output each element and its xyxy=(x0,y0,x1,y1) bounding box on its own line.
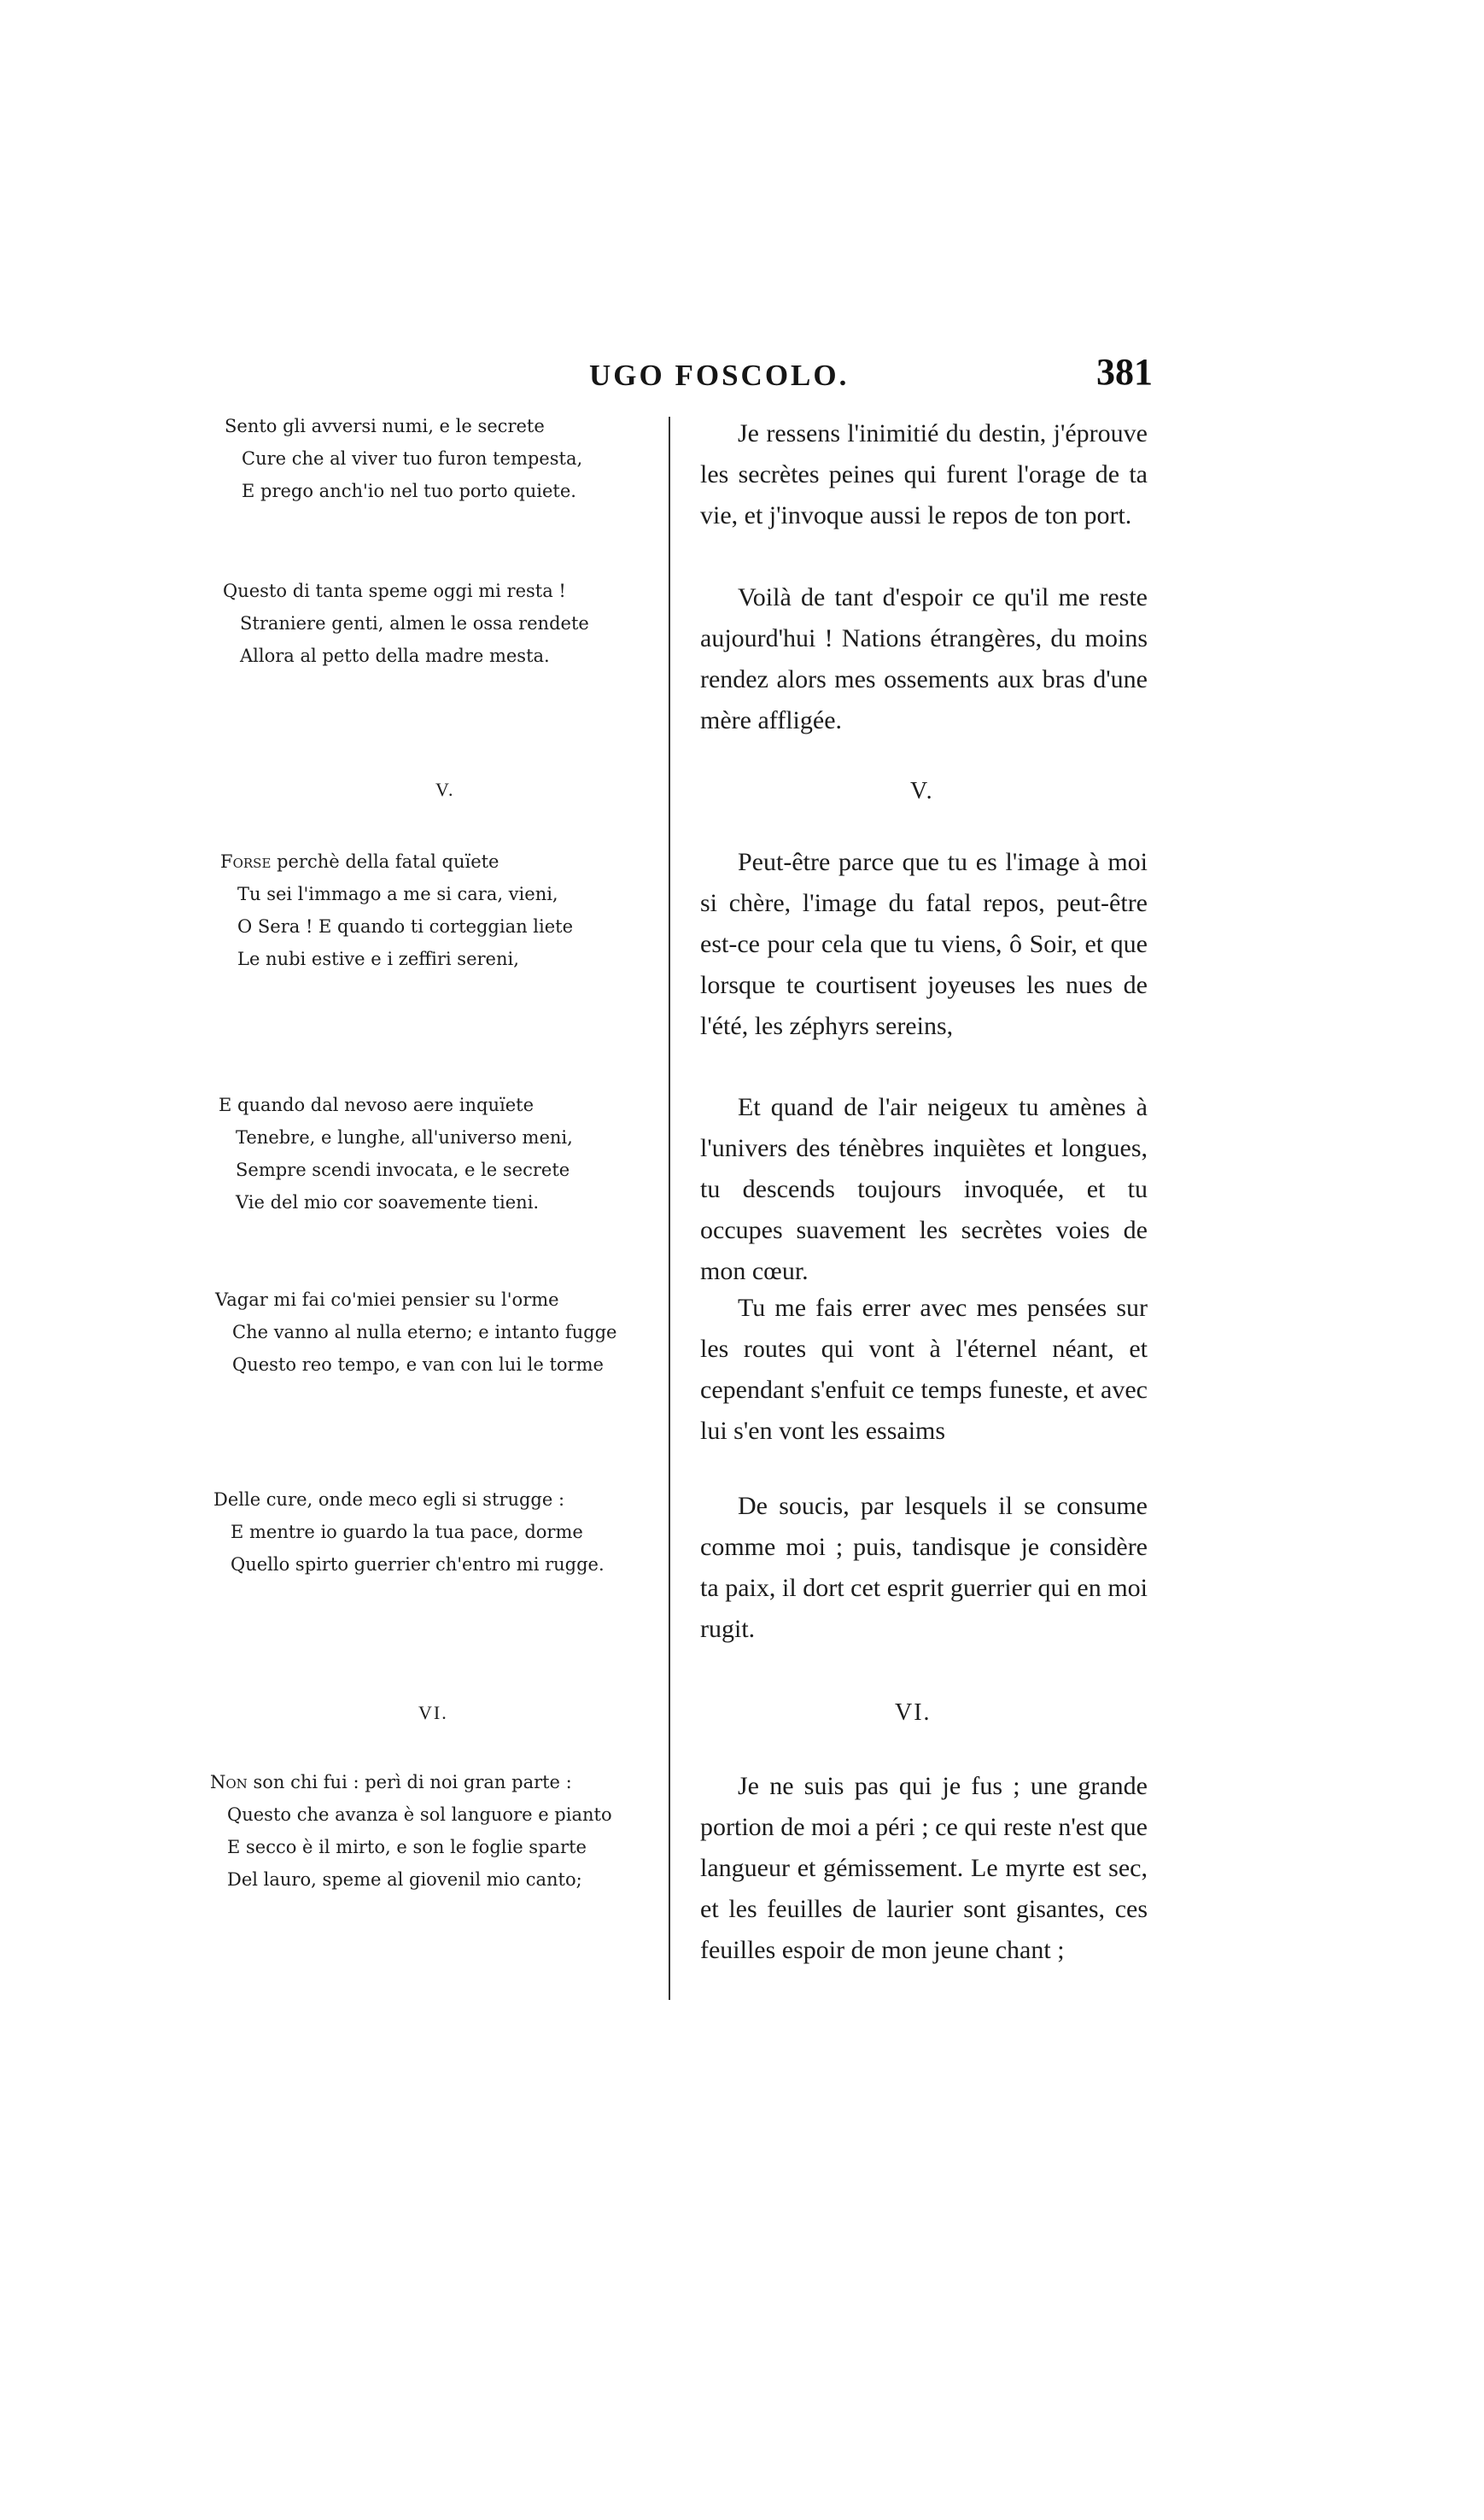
italian-stanza-1 xyxy=(225,410,582,507)
page-number: 381 xyxy=(1096,351,1153,393)
verse-line: Del lauro, speme al giovenil mio canto; xyxy=(227,1869,582,1890)
italian-stanza-3 xyxy=(220,845,573,975)
french-paragraph-6: De soucis, par lesquels il se consume comme moi ; puis, tandisque je considère ta paix, il dort cet esprit guerrier qui en moi rugit. xyxy=(700,1492,1148,1643)
verse-line: Cure che al viver tuo furon tempesta, xyxy=(242,448,583,469)
italian-stanza-7 xyxy=(210,1766,612,1896)
verse-line: Sempre scendi invocata, e le secrete xyxy=(236,1160,570,1180)
verse-line: E mentre io guardo la tua pace, dorme xyxy=(231,1522,583,1542)
verse-line: Questo che avanza è sol languore e pianto xyxy=(227,1804,612,1825)
verse-line: Vagar mi fai co'miei pensier su l'orme xyxy=(215,1289,559,1310)
verse-text: son chi fui : perì di noi gran parte : xyxy=(247,1772,572,1792)
french-paragraph-2: Voilà de tant d'espoir ce qu'il me reste aujourd'hui ! Nations étrangères, du moins rendez alors mes ossements aux bras d'une mère affligée. xyxy=(700,583,1148,734)
verse-line: Allora al petto della madre mesta. xyxy=(240,646,550,666)
verse-line xyxy=(210,1766,612,1798)
italian-stanza-5 xyxy=(215,1283,617,1381)
italian-stanza-4 xyxy=(219,1089,573,1219)
verse-line: Questo reo tempo, e van con lui le torme xyxy=(232,1354,604,1375)
running-head-title: UGO FOSCOLO. xyxy=(589,359,850,392)
verse-line: Delle cure, onde meco egli si strugge : xyxy=(213,1489,565,1510)
italian-stanza-2 xyxy=(223,575,589,672)
verse-line: Le nubi estive e i zeffiri sereni, xyxy=(237,949,519,969)
verse-line: Sento gli avversi numi, e le secrete xyxy=(225,416,545,436)
verse-line: Che vanno al nulla eterno; e intanto fugge xyxy=(232,1322,617,1342)
french-paragraph-3: Peut-être parce que tu es l'image à moi si chère, l'image du fatal repos, peut-être est-ce pour cela que tu viens, ô Soir, et que lorsque te courtisent joyeuses les nues de l'été, les zéphyrs sereins, xyxy=(700,848,1148,1040)
verse-line: Straniere genti, almen le ossa rendete xyxy=(240,613,589,634)
verse-line xyxy=(220,845,573,878)
french-paragraph-1: Je ressens l'inimitié du destin, j'éprouve les secrètes peines qui furent l'orage de ta vie, et j'invoque aussi le repos de ton port. xyxy=(700,419,1148,529)
italian-section-vi: VI. xyxy=(418,1702,448,1723)
french-paragraph-7: Je ne suis pas qui je fus ; une grande portion de moi a péri ; ce qui reste n'est que langueur et gémissement. Le myrte est sec, et les feuilles de laurier sont gisantes, ces feuilles espoir de mon jeune chant ; xyxy=(700,1772,1148,1964)
french-paragraph-5: Tu me fais errer avec mes pensées sur les routes qui vont à l'éternel néant, et cependant s'enfuit ce temps funeste, et avec lui s'en vont les essaims xyxy=(700,1294,1148,1445)
drop-word: Forse xyxy=(220,851,272,872)
verse-line: Questo di tanta speme oggi mi resta ! xyxy=(223,581,566,601)
verse-line: Quello spirto guerrier ch'entro mi rugge. xyxy=(231,1554,605,1575)
verse-line: Tu sei l'immago a me si cara, vieni, xyxy=(237,884,558,904)
verse-line: E prego anch'io nel tuo porto quiete. xyxy=(242,481,576,501)
french-section-vi: VI. xyxy=(895,1699,932,1726)
drop-word: Non xyxy=(210,1772,248,1792)
french-paragraph-4: Et quand de l'air neigeux tu amènes à l'univers des ténèbres inquiètes et longues, tu descends toujours invoquée, et tu occupes suavement les secrètes voies de mon cœur. xyxy=(700,1093,1148,1285)
french-section-v: V. xyxy=(910,778,934,804)
verse-line: E secco è il mirto, e son le foglie sparte xyxy=(227,1837,587,1857)
verse-text: perchè della fatal quïete xyxy=(271,851,500,872)
italian-stanza-6 xyxy=(213,1483,605,1581)
italian-section-v: V. xyxy=(435,779,455,800)
verse-line: Tenebre, e lunghe, all'universo meni, xyxy=(236,1127,573,1148)
verse-line: E quando dal nevoso aere inquïete xyxy=(219,1095,534,1115)
verse-line: O Sera ! E quando ti corteggian liete xyxy=(237,916,574,937)
column-divider xyxy=(669,417,670,2000)
verse-line: Vie del mio cor soavemente tieni. xyxy=(236,1192,540,1213)
